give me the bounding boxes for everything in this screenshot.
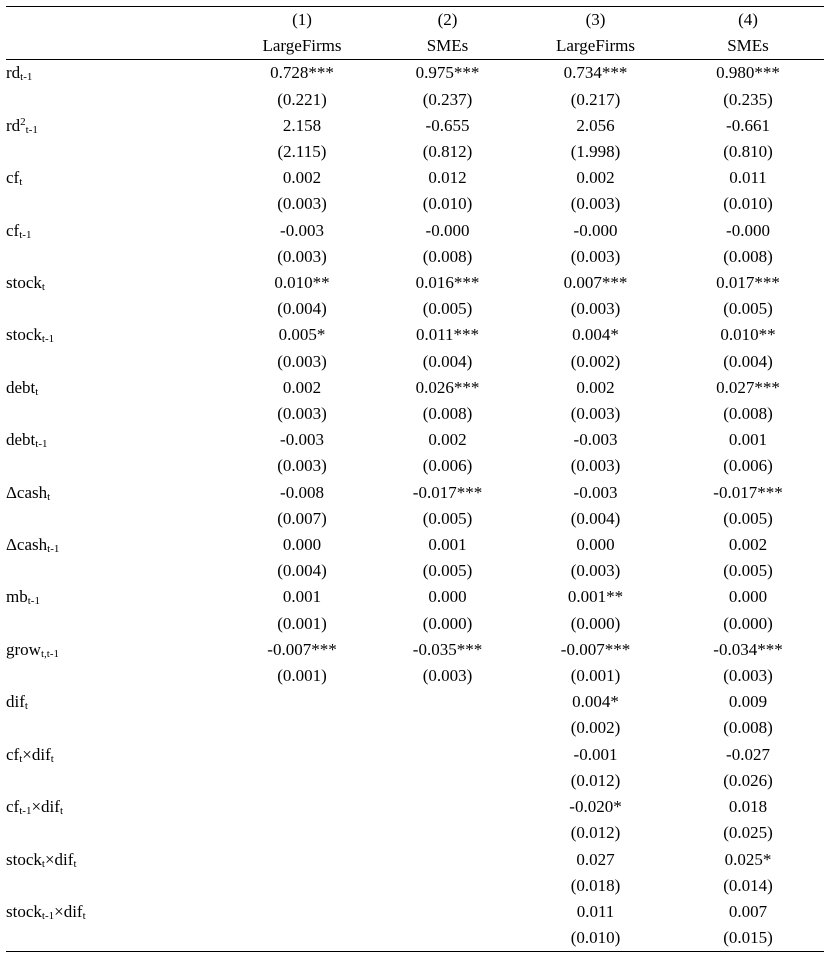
empty-label-cell xyxy=(6,715,228,741)
variable-label xyxy=(6,322,228,348)
table-row-standard-error xyxy=(6,296,824,322)
coefficient-cell: 0.001 xyxy=(428,535,467,555)
coefficient-cell: 0.000 xyxy=(282,535,322,555)
interaction-subscript: t xyxy=(59,805,63,818)
table-row-standard-error xyxy=(6,715,824,741)
coefficient-cell: 0.001** xyxy=(567,587,624,607)
table-row-standard-error xyxy=(6,768,824,794)
empty-label-cell xyxy=(6,506,228,532)
coefficient-cell: -0.003 xyxy=(573,430,618,450)
standard-error-cell: (0.006) xyxy=(422,456,473,476)
interaction-term: ×dif xyxy=(54,901,83,921)
variable-label xyxy=(6,113,228,139)
table-row-coefficient xyxy=(6,584,824,610)
variable-label xyxy=(6,480,228,506)
coefficient-cell: 0.975*** xyxy=(415,63,480,83)
standard-error-cell: (0.000) xyxy=(723,613,773,633)
variable-base: Δcash xyxy=(6,535,48,555)
variable-base: rd xyxy=(6,115,21,135)
standard-error-cell: (0.015) xyxy=(672,925,824,952)
coefficient-cell: -0.655 xyxy=(425,115,470,135)
interaction-term: ×dif xyxy=(22,744,51,764)
coefficient-cell xyxy=(376,847,519,873)
interaction-subscript: t xyxy=(82,909,86,922)
coefficient-cell: 0.011*** xyxy=(415,325,480,345)
coefficient-cell xyxy=(376,689,519,715)
coefficient-cell: 0.007 xyxy=(728,901,768,921)
variable-label xyxy=(6,218,228,244)
empty-label-cell xyxy=(6,925,228,952)
standard-error-cell xyxy=(228,925,376,952)
standard-error-cell xyxy=(376,715,519,741)
interaction-subscript: t xyxy=(73,857,77,870)
variable-subscript: t xyxy=(19,752,23,765)
standard-error-cell: (0.008) xyxy=(422,404,473,424)
standard-error-cell: (0.003) xyxy=(277,351,327,371)
variable-subscript: t-1 xyxy=(19,228,32,241)
table-row-coefficient xyxy=(6,113,824,139)
coefficient-cell: -0.003 xyxy=(280,430,324,450)
standard-error-cell: (0.008) xyxy=(723,246,773,266)
empty-label-cell xyxy=(6,296,228,322)
table-row-standard-error xyxy=(6,506,824,532)
table-row-standard-error xyxy=(6,663,824,689)
table-row-coefficient xyxy=(6,794,824,820)
coefficient-cell: -0.007*** xyxy=(560,639,631,659)
standard-error-cell xyxy=(376,768,519,794)
variable-base: dif xyxy=(6,692,25,712)
coefficient-cell: 0.011 xyxy=(576,901,615,921)
variable-subscript: t xyxy=(24,700,28,713)
variable-base: cf xyxy=(6,797,20,817)
header-row-numbers xyxy=(6,7,824,34)
coefficient-cell: -0.008 xyxy=(280,482,324,502)
coefficient-cell: 0.027 xyxy=(576,849,615,869)
standard-error-cell: (0.004) xyxy=(277,299,327,319)
coefficient-cell: 0.011 xyxy=(729,168,767,188)
coefficient-cell: 0.002 xyxy=(428,430,467,450)
coefficient-cell: -0.017*** xyxy=(713,482,783,502)
standard-error-cell: (0.004) xyxy=(277,561,327,581)
coefficient-cell xyxy=(376,794,519,820)
standard-error-cell: (0.003) xyxy=(422,666,473,686)
standard-error-cell xyxy=(228,873,376,899)
empty-label-cell xyxy=(6,191,228,217)
variable-base: rd xyxy=(6,63,21,83)
standard-error-cell: (0.003) xyxy=(570,194,621,214)
standard-error-cell: (0.001) xyxy=(277,613,327,633)
coefficient-cell: 0.007*** xyxy=(563,273,628,293)
standard-error-cell: (0.003) xyxy=(277,404,327,424)
coefficient-cell: 0.002 xyxy=(282,377,322,397)
variable-base: Δcash xyxy=(6,482,48,502)
table-row-coefficient xyxy=(6,742,824,768)
variable-base: cf xyxy=(6,168,20,188)
standard-error-cell: (0.007) xyxy=(277,508,327,528)
coefficient-cell: -0.003 xyxy=(573,482,618,502)
table-row-standard-error xyxy=(6,244,824,270)
table-row-standard-error xyxy=(6,453,824,479)
variable-label xyxy=(6,532,228,558)
interaction-term: ×dif xyxy=(31,797,60,817)
coefficient-cell: 0.004* xyxy=(572,692,619,712)
standard-error-cell: (0.221) xyxy=(277,89,327,109)
table-row-coefficient xyxy=(6,60,824,87)
column-name-3: LargeFirms xyxy=(519,33,672,60)
coefficient-cell: 0.980*** xyxy=(716,63,780,83)
standard-error-cell: (2.115) xyxy=(277,142,327,162)
empty-label-cell xyxy=(6,349,228,375)
variable-label xyxy=(6,742,228,768)
standard-error-cell xyxy=(376,820,519,846)
standard-error-cell: (0.004) xyxy=(422,351,473,371)
variable-subscript: t-1 xyxy=(41,333,55,346)
table-row-coefficient xyxy=(6,322,824,348)
coefficient-cell: 0.000 xyxy=(428,587,467,607)
table-row-standard-error xyxy=(6,558,824,584)
variable-label xyxy=(6,794,228,820)
empty-label-cell xyxy=(6,558,228,584)
empty-label-cell xyxy=(6,87,228,113)
standard-error-cell: (0.235) xyxy=(723,89,773,109)
standard-error-cell: (0.001) xyxy=(570,666,621,686)
standard-error-cell: (0.217) xyxy=(570,89,621,109)
table-row-coefficient xyxy=(6,899,824,925)
empty-label-cell xyxy=(6,453,228,479)
coefficient-cell: 0.010** xyxy=(274,273,330,293)
standard-error-cell: (0.004) xyxy=(570,508,621,528)
variable-base: stock xyxy=(6,901,42,921)
variable-base: mb xyxy=(6,587,28,607)
coefficient-cell: 0.002 xyxy=(282,168,322,188)
variable-label xyxy=(6,584,228,610)
variable-label xyxy=(6,270,228,296)
variable-base: stock xyxy=(6,273,42,293)
standard-error-cell: (0.000) xyxy=(422,613,473,633)
standard-error-cell: (0.010) xyxy=(723,194,773,214)
coefficient-cell: 0.002 xyxy=(576,168,615,188)
standard-error-cell: (0.003) xyxy=(570,404,621,424)
coefficient-cell: -0.027 xyxy=(726,744,770,764)
standard-error-cell: (0.000) xyxy=(570,613,621,633)
variable-label xyxy=(6,847,228,873)
variable-label xyxy=(6,637,228,663)
coefficient-cell: 0.027*** xyxy=(716,377,780,397)
table-row-standard-error xyxy=(6,611,824,637)
variable-label xyxy=(6,165,228,191)
coefficient-cell xyxy=(228,847,376,873)
standard-error-cell: (0.008) xyxy=(723,404,773,424)
standard-error-cell: (0.012) xyxy=(570,770,621,790)
variable-subscript: t xyxy=(41,857,45,870)
table-row-coefficient xyxy=(6,637,824,663)
variable-label xyxy=(6,427,228,453)
standard-error-cell xyxy=(376,925,519,952)
variable-base: debt xyxy=(6,377,36,397)
coefficient-cell: -0.000 xyxy=(726,220,770,240)
coefficient-cell: -0.000 xyxy=(425,220,470,240)
coefficient-cell xyxy=(228,689,376,715)
standard-error-cell: (0.002) xyxy=(570,718,621,738)
coefficient-cell: -0.003 xyxy=(280,220,324,240)
coefficient-cell: 0.734*** xyxy=(563,63,628,83)
standard-error-cell xyxy=(228,715,376,741)
standard-error-cell: (0.005) xyxy=(723,299,773,319)
column-name-1: LargeFirms xyxy=(228,33,376,60)
standard-error-cell: (0.002) xyxy=(570,351,621,371)
header-row-names xyxy=(6,33,824,60)
coefficient-cell: -0.000 xyxy=(573,220,618,240)
coefficient-cell: 0.005* xyxy=(278,325,326,345)
coefficient-cell: 0.001 xyxy=(728,430,768,450)
coefficient-cell: 0.025* xyxy=(724,849,772,869)
table-body xyxy=(6,60,824,952)
standard-error-cell: (0.008) xyxy=(723,718,773,738)
coefficient-cell xyxy=(228,742,376,768)
coefficient-cell: 0.017*** xyxy=(716,273,780,293)
coefficient-cell: 0.012 xyxy=(428,168,467,188)
variable-subscript: t xyxy=(35,385,39,398)
column-number-1: (1) xyxy=(228,7,376,34)
table-row-coefficient xyxy=(6,427,824,453)
standard-error-cell xyxy=(228,820,376,846)
coefficient-cell: 0.002 xyxy=(576,377,615,397)
variable-subscript: t-1 xyxy=(41,909,55,922)
standard-error-cell: (0.010) xyxy=(519,925,672,952)
variable-subscript: t xyxy=(41,281,45,294)
column-name-2: SMEs xyxy=(376,33,519,60)
table-row-standard-error xyxy=(6,925,824,952)
variable-base: cf xyxy=(6,220,20,240)
standard-error-cell: (0.008) xyxy=(422,246,473,266)
empty-label-cell xyxy=(6,663,228,689)
table-row-coefficient xyxy=(6,847,824,873)
coefficient-cell: 0.026*** xyxy=(415,377,480,397)
variable-subscript: t-1 xyxy=(20,71,33,84)
standard-error-cell: (0.026) xyxy=(723,770,773,790)
standard-error-cell: (0.005) xyxy=(723,561,773,581)
coefficient-cell xyxy=(376,742,519,768)
variable-label xyxy=(6,689,228,715)
standard-error-cell: (0.003) xyxy=(570,299,621,319)
table-header xyxy=(6,7,824,60)
coefficient-cell: 0.016*** xyxy=(415,273,480,293)
standard-error-cell: (0.004) xyxy=(723,351,773,371)
header-corner xyxy=(6,7,228,34)
variable-subscript: t-1 xyxy=(25,123,38,136)
coefficient-cell: 2.056 xyxy=(576,115,615,135)
standard-error-cell: (0.003) xyxy=(723,666,773,686)
standard-error-cell: (0.001) xyxy=(277,666,327,686)
standard-error-cell xyxy=(376,873,519,899)
coefficient-cell: -0.001 xyxy=(573,744,618,764)
standard-error-cell: (0.025) xyxy=(723,823,773,843)
coefficient-cell: 0.002 xyxy=(728,535,768,555)
coefficient-cell: -0.035*** xyxy=(412,639,483,659)
standard-error-cell: (0.003) xyxy=(277,456,327,476)
variable-subscript: t xyxy=(19,176,23,189)
variable-subscript: t-1 xyxy=(27,595,40,608)
coefficient-cell: 0.000 xyxy=(728,587,768,607)
column-number-2: (2) xyxy=(376,7,519,34)
standard-error-cell: (0.005) xyxy=(723,508,773,528)
variable-label xyxy=(6,60,228,87)
table-row-standard-error xyxy=(6,191,824,217)
table-row-standard-error xyxy=(6,873,824,899)
interaction-term: ×dif xyxy=(44,849,74,869)
header-corner-2 xyxy=(6,33,228,60)
standard-error-cell: (0.005) xyxy=(422,508,473,528)
variable-subscript: t-1 xyxy=(47,543,60,556)
variable-base: grow xyxy=(6,639,41,659)
table-row-coefficient xyxy=(6,375,824,401)
coefficient-cell: 0.728*** xyxy=(270,63,334,83)
empty-label-cell xyxy=(6,401,228,427)
variable-base: stock xyxy=(6,325,42,345)
coefficient-cell: 0.000 xyxy=(576,535,615,555)
table-row-coefficient xyxy=(6,218,824,244)
table-row-standard-error xyxy=(6,139,824,165)
empty-label-cell xyxy=(6,820,228,846)
table-row-standard-error xyxy=(6,87,824,113)
coefficient-cell xyxy=(228,899,376,925)
coefficient-cell: 2.158 xyxy=(282,115,322,135)
variable-label xyxy=(6,375,228,401)
coefficient-cell xyxy=(376,899,519,925)
variable-label xyxy=(6,899,228,925)
standard-error-cell: (0.005) xyxy=(422,561,473,581)
standard-error-cell: (0.014) xyxy=(723,875,773,895)
variable-superscript: 2 xyxy=(20,115,26,128)
coefficient-cell: -0.661 xyxy=(726,115,770,135)
standard-error-cell: (0.003) xyxy=(570,561,621,581)
column-number-3: (3) xyxy=(519,7,672,34)
variable-subscript: t xyxy=(47,490,51,503)
standard-error-cell: (0.003) xyxy=(277,194,327,214)
variable-subscript: t-1 xyxy=(35,438,48,451)
variable-subscript: t-1 xyxy=(19,805,32,818)
table-row-coefficient xyxy=(6,480,824,506)
coefficient-cell: 0.018 xyxy=(728,797,768,817)
standard-error-cell: (0.237) xyxy=(422,89,473,109)
interaction-subscript: t xyxy=(50,752,54,765)
regression-table xyxy=(6,6,824,952)
standard-error-cell: (0.005) xyxy=(422,299,473,319)
table-row-standard-error xyxy=(6,820,824,846)
variable-subscript: t,t-1 xyxy=(40,647,59,660)
empty-label-cell xyxy=(6,244,228,270)
coefficient-cell: -0.034*** xyxy=(713,639,783,659)
empty-label-cell xyxy=(6,768,228,794)
table-row-coefficient xyxy=(6,532,824,558)
standard-error-cell: (0.018) xyxy=(570,875,621,895)
table-row-coefficient xyxy=(6,270,824,296)
standard-error-cell: (0.012) xyxy=(570,823,621,843)
coefficient-cell: -0.017*** xyxy=(412,482,483,502)
coefficient-cell: 0.009 xyxy=(728,692,768,712)
variable-base: debt xyxy=(6,430,36,450)
standard-error-cell: (0.810) xyxy=(723,142,773,162)
column-name-4: SMEs xyxy=(672,33,824,60)
variable-base: stock xyxy=(6,849,42,869)
variable-base: cf xyxy=(6,744,20,764)
table-row-coefficient xyxy=(6,165,824,191)
coefficient-cell: -0.007*** xyxy=(267,639,337,659)
empty-label-cell xyxy=(6,873,228,899)
standard-error-cell: (0.006) xyxy=(723,456,773,476)
table-row-standard-error xyxy=(6,401,824,427)
standard-error-cell: (1.998) xyxy=(570,142,621,162)
coefficient-cell: 0.004* xyxy=(572,325,619,345)
standard-error-cell: (0.003) xyxy=(570,246,621,266)
coefficient-cell xyxy=(228,794,376,820)
standard-error-cell: (0.010) xyxy=(422,194,473,214)
coefficient-cell: 0.010** xyxy=(720,325,776,345)
coefficient-cell: -0.020* xyxy=(569,797,622,817)
table-row-standard-error xyxy=(6,349,824,375)
column-number-4: (4) xyxy=(672,7,824,34)
standard-error-cell: (0.003) xyxy=(277,246,327,266)
empty-label-cell xyxy=(6,139,228,165)
standard-error-cell: (0.812) xyxy=(422,142,473,162)
table-row-coefficient xyxy=(6,689,824,715)
empty-label-cell xyxy=(6,611,228,637)
standard-error-cell xyxy=(228,768,376,794)
standard-error-cell: (0.003) xyxy=(570,456,621,476)
coefficient-cell: 0.001 xyxy=(282,587,322,607)
